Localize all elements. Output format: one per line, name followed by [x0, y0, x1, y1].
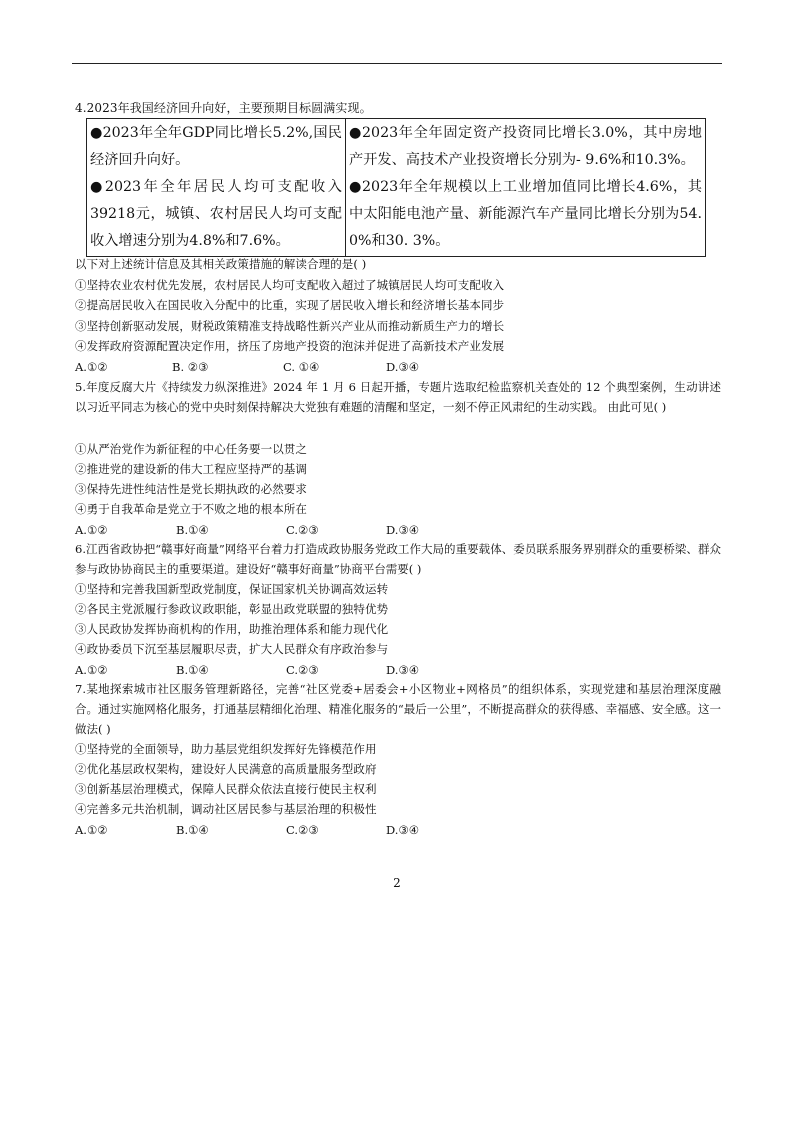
q6-item-1: ①坚持和完善我国新型政党制度，保证国家机关协调高效运转: [75, 582, 389, 596]
q7-option-a[interactable]: A.①②: [75, 823, 108, 837]
q5-item-1: ①从严治党作为新征程的中心任务要一以贯之: [75, 442, 307, 456]
q5-stem: 5.年度反腐大片《持续发力纵深推进》2024 年 1 月 6 日起开播，专题片选取纪检监察机关查处的 12 个典型案例，生动讲述以习近平同志为核心的党中央时刻保持解决大党独有难题的清醒和坚定，一刻不停正风肃纪的生动实践。 由此可见( ): [75, 380, 721, 414]
q7-item-4: ④完善多元共治机制，调动社区居民参与基层治理的积极性: [75, 802, 377, 816]
q4-stem: 4.2023年我国经济回升向好，主要预期目标圆满实现。: [75, 101, 372, 115]
q6-item-4: ④政协委员下沉至基层履职尽责，扩大人民群众有序政治参与: [75, 642, 389, 656]
q4-right-item-2: ●2023年全年规模以上工业增加值同比增长4.6%，其中太阳能电池产量、新能源汽车产量同比增长分别为54. 0%和30. 3%。: [349, 179, 702, 249]
q7-option-c[interactable]: C.②③: [286, 823, 319, 837]
q7-item-2: ②优化基层政权架构，建设好人民满意的高质量服务型政府: [75, 762, 377, 776]
q7-option-d[interactable]: D.③④: [386, 823, 420, 837]
q4-left-item-1: ●2023年全年GDP同比增长5.2%,国民经济回升向好。: [90, 125, 342, 168]
q4-option-d[interactable]: D.③④: [386, 360, 420, 374]
q4-item-4: ④发挥政府资源配置决定作用，挤压了房地产投资的泡沫并促进了高新技术产业发展: [75, 339, 505, 353]
q6-option-c[interactable]: C.②③: [286, 663, 319, 677]
q7-item-3: ③创新基层治理模式，保障人民群众依法直接行使民主权利: [75, 782, 377, 796]
q5-item-3: ③保持先进性纯洁性是党长期执政的必然要求: [75, 482, 307, 496]
q7-item-1: ①坚持党的全面领导，助力基层党组织发挥好先锋模范作用: [75, 742, 377, 756]
q5-item-2: ②推进党的建设新的伟大工程应坚持严的基调: [75, 462, 307, 476]
q7-stem: 7.某地探索城市社区服务管理新路径，完善“社区党委+居委会+小区物业+网格员”的组织体系，实现党建和基层治理深度融合。通过实施网格化服务，打通基层精细化治理、精准化服务的“最后一公里”，不断提高群众的获得感、幸福感、安全感。这一做法( ): [75, 682, 721, 736]
q6-item-2: ②各民主党派履行参政议政职能，彰显出政党联盟的独特优势: [75, 602, 389, 616]
q5-item-4: ④勇于自我革命是党立于不败之地的根本所在: [75, 502, 307, 516]
q4-item-2: ②提高居民收入在国民收入分配中的比重，实现了居民收入增长和经济增长基本同步: [75, 298, 505, 312]
page-number: 2: [393, 876, 401, 890]
q7-option-b[interactable]: B.①④: [176, 823, 209, 837]
q6-stem: 6.江西省政协把“赣事好商量”网络平台着力打造成政协服务党政工作大局的重要载体、委员联系服务界别群众的重要桥梁、群众参与政协协商民主的重要渠道。建设好“赣事好商量”协商平台需要( ): [75, 542, 721, 576]
q4-left-item-2: ●2023年全年居民人均可支配收入39218元，城镇、农村居民人均可支配收入增速分别为4.8%和7.6%。: [90, 179, 342, 249]
q4-table-left-cell: [87, 119, 346, 257]
q6-option-d[interactable]: D.③④: [386, 663, 420, 677]
q4-right-item-1: ●2023年全年固定资产投资同比增长3.0%，其中房地产开发、高技术产业投资增长分别为- 9.6%和10.3%。: [349, 125, 702, 168]
q4-item-1: ①坚持农业农村优先发展，农村居民人均可支配收入超过了城镇居民人均可支配收入: [75, 278, 505, 292]
q6-option-a[interactable]: A.①②: [75, 663, 108, 677]
q5-option-c[interactable]: C.②③: [286, 523, 319, 537]
q4-table-right-cell: [346, 119, 706, 257]
q4-data-table: [86, 118, 706, 257]
q4-item-3: ③坚持创新驱动发展，财税政策精准支持战略性新兴产业从而推动新质生产力的增长: [75, 319, 505, 333]
q6-option-b[interactable]: B.①④: [176, 663, 209, 677]
q4-prompt: 以下对上述统计信息及其相关政策措施的解读合理的是( ): [75, 257, 367, 271]
q5-option-a[interactable]: A.①②: [75, 523, 108, 537]
q4-option-c[interactable]: C. ①④: [283, 360, 320, 374]
q6-item-3: ③人民政协发挥协商机构的作用，助推治理体系和能力现代化: [75, 622, 389, 636]
q4-option-b[interactable]: B. ②③: [172, 360, 209, 374]
q5-option-b[interactable]: B.①④: [176, 523, 209, 537]
q4-option-a[interactable]: A.①②: [75, 360, 108, 374]
header-rule: [72, 63, 722, 64]
q5-option-d[interactable]: D.③④: [386, 523, 420, 537]
